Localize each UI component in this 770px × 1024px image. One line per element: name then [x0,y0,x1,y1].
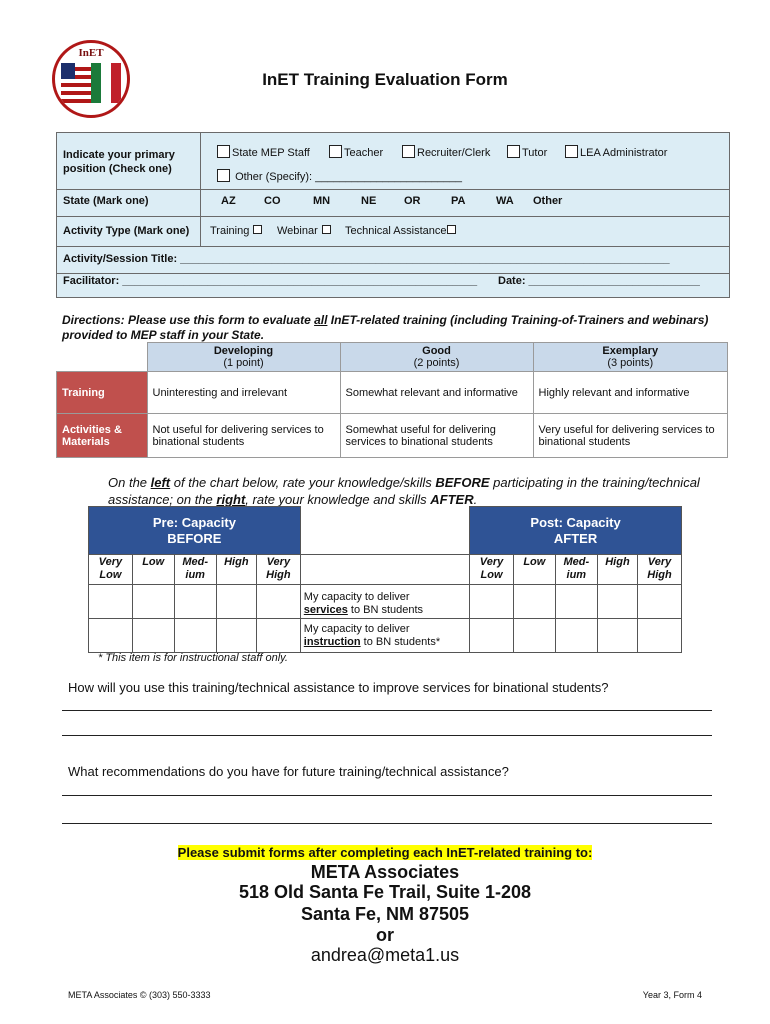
or-text: or [376,925,394,945]
scale-low: Low [132,555,174,585]
checkbox-icon[interactable] [217,169,230,182]
capacity-table [88,506,682,653]
rating-instruction: On the left of the chart below, rate your knowledge/skills BEFORE participating in the training/technical assistance; on the right, rate your knowledge and skills AFTER. [108,475,700,507]
rubric-cell: Highly relevant and informative [533,372,728,414]
email-link[interactable]: andrea@meta1.us [310,945,460,965]
position-option-state-mep-staff[interactable]: State MEP Staff [217,145,310,159]
activity-option-training[interactable]: Training [210,225,262,237]
state-option-az[interactable]: AZ [221,195,236,207]
state-option-mn[interactable]: MN [313,195,331,207]
rubric-cell: Somewhat useful for delivering services to binational students [340,414,533,458]
rating-rubric [56,342,728,458]
footer-left: META Associates © (303) 550-3333 [68,990,211,1000]
page-title: InET Training Evaluation Form [262,70,508,89]
checkbox-icon[interactable] [447,225,456,234]
org-street: 518 Old Santa Fe Trail, Suite 1-208 [238,882,532,902]
rubric-cell: Uninteresting and irrelevant [147,372,340,414]
state-option-ne[interactable]: NE [361,195,377,207]
question-improve-services: How will you use this training/technical assistance to improve services for binational students? [68,680,609,695]
scale-low: Low [513,555,555,585]
scale-high: High [216,555,256,585]
rating-cell[interactable] [555,585,597,619]
checkbox-icon[interactable] [402,145,415,158]
position-label: Indicate your primary position (Check one) [63,149,175,175]
rubric-cell: Somewhat relevant and informative [340,372,533,414]
answer-line[interactable] [62,735,712,736]
checkbox-icon[interactable] [329,145,342,158]
session-title-field[interactable]: Activity/Session Title: ________________________________________________________________________________ [63,253,670,265]
rating-cell[interactable] [89,619,133,653]
state-label: State (Mark one) [63,195,149,207]
table-row [89,619,682,653]
footer-right: Year 3, Form 4 [642,990,702,1000]
scale-very-low: Very Low [470,555,514,585]
pre-capacity-header: Pre: Capacity BEFORE [89,507,301,555]
scale-high: High [597,555,637,585]
org-city: Santa Fe, NM 87505 [300,904,470,924]
checkbox-icon[interactable] [322,225,331,234]
position-option-other[interactable]: Other (Specify): ________________________ [217,169,462,183]
position-option-lea-administrator[interactable]: LEA Administrator [565,145,667,159]
rating-cell[interactable] [638,619,682,653]
directions: Directions: Please use this form to evaluate all InET-related training (including Training-of-Trainers and webinars) provided to MEP staff in your State. [62,313,709,342]
rubric-cell: Very useful for delivering services to binational students [533,414,728,458]
scale-medium: Med-ium [555,555,597,585]
scale-very-high: Very High [256,555,300,585]
rubric-level-exemplary: Exemplary (3 points) [533,343,728,372]
activity-option-webinar[interactable]: Webinar [277,225,331,237]
question-recommendations: What recommendations do you have for future training/technical assistance? [68,764,509,779]
rating-cell[interactable] [597,619,637,653]
checkbox-icon[interactable] [253,225,262,234]
post-capacity-header: Post: Capacity AFTER [470,507,682,555]
rating-cell[interactable] [216,619,256,653]
rating-cell[interactable] [256,619,300,653]
rubric-level-good: Good (2 points) [340,343,533,372]
answer-line[interactable] [62,710,712,711]
scale-very-high: Very High [638,555,682,585]
capacity-item-services: My capacity to deliver services to BN students [300,585,469,619]
facilitator-field[interactable]: Facilitator: __________________________________________________________ [63,275,478,287]
activity-option-technical-assistance[interactable]: Technical Assistance [345,225,456,237]
state-option-other[interactable]: Other [533,195,563,207]
position-option-teacher[interactable]: Teacher [329,145,383,159]
capacity-item-instruction: My capacity to deliver instruction to BN students* [300,619,469,653]
rubric-cell: Not useful for delivering services to binational students [147,414,340,458]
rating-cell[interactable] [513,619,555,653]
checkbox-icon[interactable] [565,145,578,158]
state-option-pa[interactable]: PA [451,195,466,207]
rating-cell[interactable] [132,585,174,619]
rating-cell[interactable] [555,619,597,653]
rating-cell[interactable] [513,585,555,619]
rating-cell[interactable] [132,619,174,653]
checkbox-icon[interactable] [217,145,230,158]
checkbox-icon[interactable] [507,145,520,158]
logo-text: InET [78,47,104,59]
state-option-wa[interactable]: WA [496,195,514,207]
table-row [89,585,682,619]
rating-cell[interactable] [470,585,514,619]
scale-medium: Med-ium [174,555,216,585]
state-option-or[interactable]: OR [404,195,421,207]
rating-cell[interactable] [89,585,133,619]
rubric-row-label: Activities & Materials [57,414,148,458]
answer-line[interactable] [62,823,712,824]
rating-cell[interactable] [216,585,256,619]
answer-line[interactable] [62,795,712,796]
info-table [56,132,730,298]
capacity-note: * This item is for instructional staff only. [98,652,288,664]
position-option-recruiter-clerk[interactable]: Recruiter/Clerk [402,145,490,159]
rubric-level-developing: Developing (1 point) [147,343,340,372]
rating-cell[interactable] [174,619,216,653]
position-option-tutor[interactable]: Tutor [507,145,547,159]
rating-cell[interactable] [256,585,300,619]
rating-cell[interactable] [174,585,216,619]
rating-cell[interactable] [638,585,682,619]
scale-very-low: Very Low [89,555,133,585]
submit-instruction: Please submit forms after completing each InET-related training to: [177,845,593,860]
state-option-co[interactable]: CO [264,195,281,207]
activity-type-label: Activity Type (Mark one) [63,225,190,237]
rubric-row-label: Training [57,372,148,414]
org-name: META Associates [310,862,460,882]
rating-cell[interactable] [597,585,637,619]
date-field[interactable]: Date: ____________________________ [498,275,700,287]
rating-cell[interactable] [470,619,514,653]
